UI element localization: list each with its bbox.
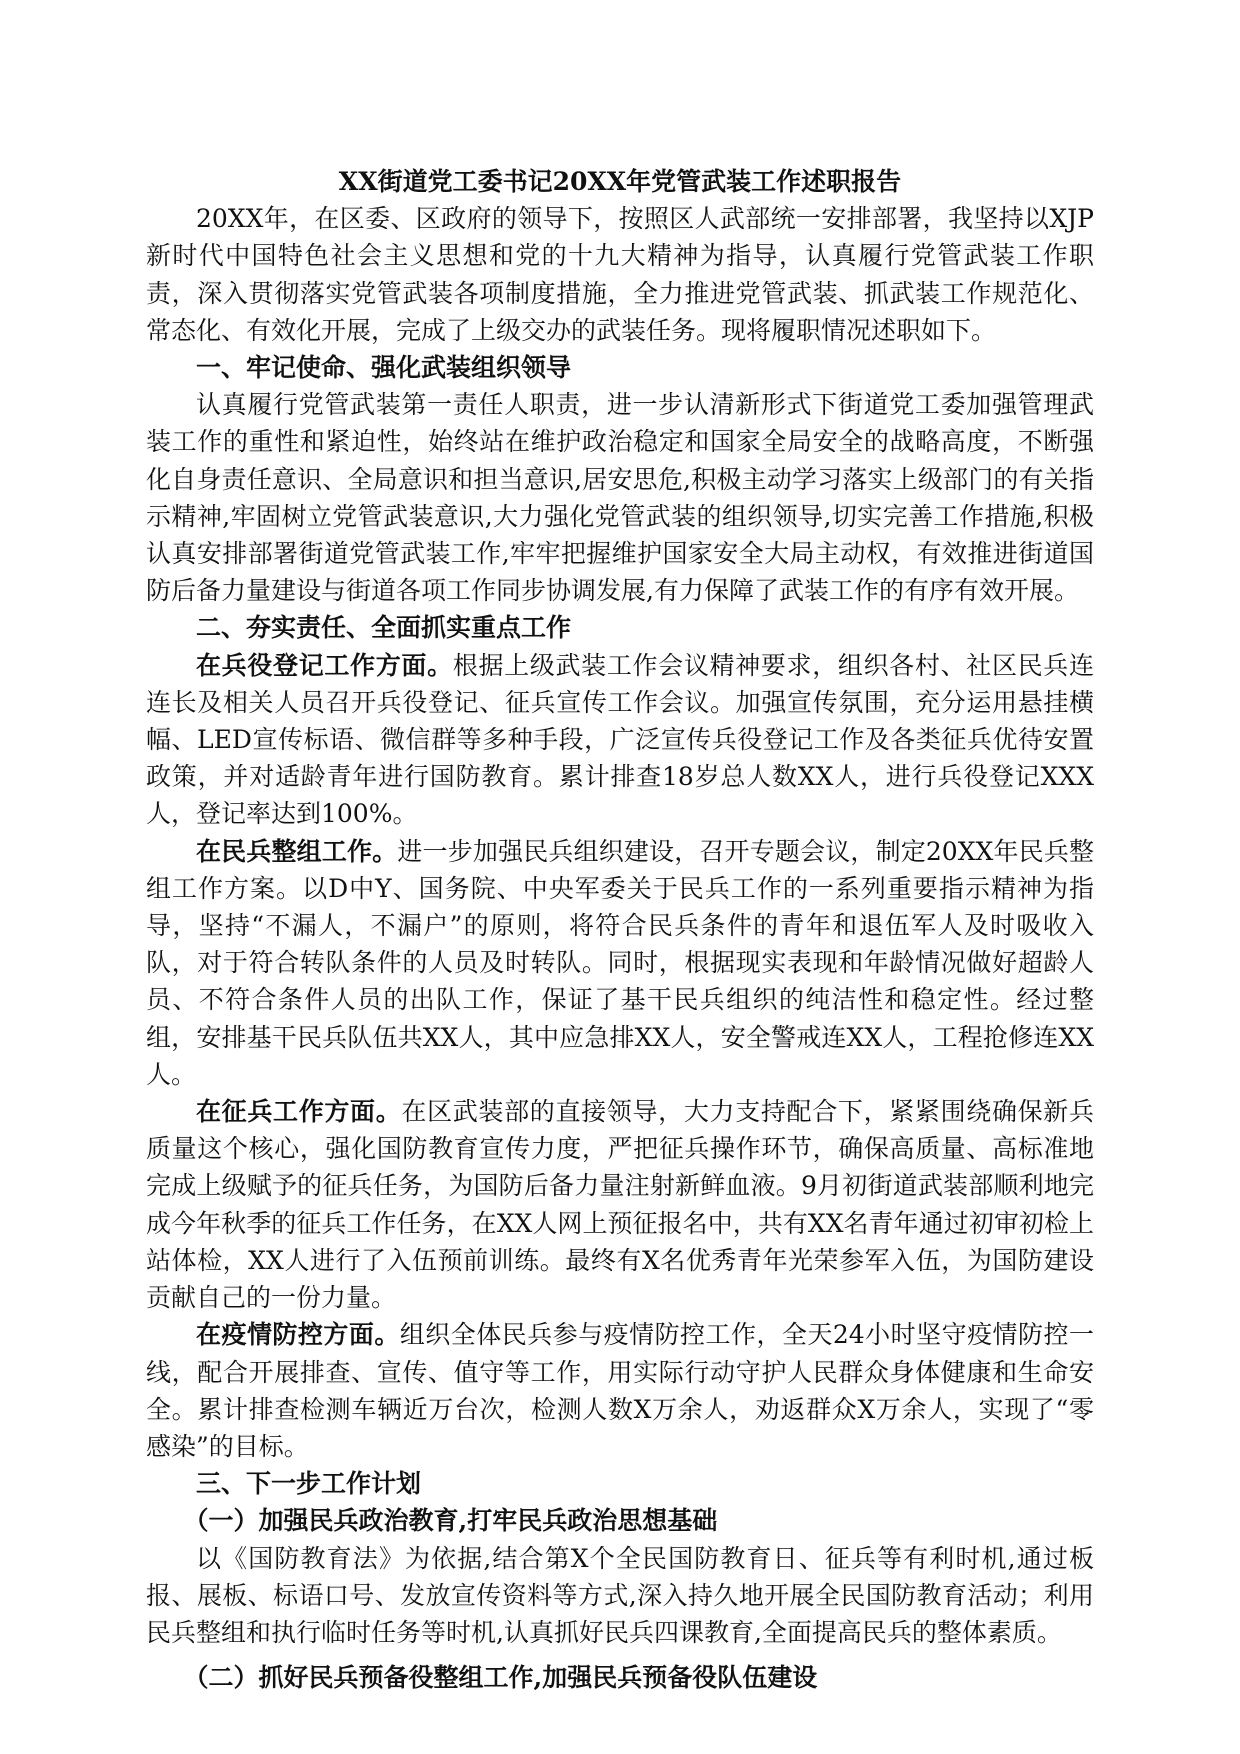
- section1-heading: 一、牢记使命、强化武装组织领导: [196, 353, 572, 383]
- section3-sub1-heading: （一）加强民兵政治教育,打牢民兵政治思想基础: [183, 1506, 718, 1536]
- paragraph-body: 在区武装部的直接领导，大力支持配合下，紧紧围绕确保新兵质量这个核心，强化国防教育宣传力度，严把征兵操作环节，确保高质量、高标准地完成上级赋予的征兵任务，为国防后备力量注射新鲜血液。9月初街道武装部顺利地完成今年秋季的征兵工作任务，在XX人网上预征报名中，共有XX名青年通过初审初检上站体检，XX人进行了入伍预前训练。最终有X名优秀青年光荣参军入伍，为国防建设贡献自己的一份力量。: [146, 1097, 1094, 1313]
- paragraph-lead: 在疫情防控方面。: [196, 1320, 400, 1350]
- paragraph-lead: 在兵役登记工作方面。: [196, 650, 453, 680]
- epidemic-control-paragraph: [146, 1316, 1094, 1465]
- section1-paragraph: 认真履行党管武装第一责任人职责，进一步认清新形式下街道党工委加强管理武装工作的重性和紧迫性，始终站在维护政治稳定和国家全局安全的战略高度，不断强化自身责任意识、全局意识和担当意识,居安思危,积极主动学习落实上级部门的有关指示精神,牢固树立党管武装意识,大力强化党管武装的组织领导,切实完善工作措施,积极认真安排部署街道党管武装工作,牢牢把握维护国家安全大局主动权，有效推进街道国防后备力量建设与街道各项工作同步协调发展,有力保障了武装工作的有序有效开展。: [146, 390, 1094, 606]
- paragraph-lead: 在民兵整组工作。: [196, 836, 398, 866]
- section2-heading: 二、夯实责任、全面抓实重点工作: [196, 613, 572, 643]
- section3-sub2-heading: （二）抓好民兵预备役整组工作,加强民兵预备役队伍建设: [183, 1663, 818, 1693]
- paragraph-body: 根据上级武装工作会议精神要求，组织各村、社区民兵连连长及相关人员召开兵役登记、征兵宣传工作会议。加强宣传氛围，充分运用悬挂横幅、LED宣传标语、微信群等多种手段，广泛宣传兵役登记工作及各类征兵优待安置政策，并对适龄青年进行国防教育。累计排查18岁总人数XX人，进行兵役登记XXX人，登记率达到100%。: [146, 650, 1094, 829]
- conscription-paragraph: [146, 1093, 1094, 1316]
- section3-heading: 三、下一步工作计划: [196, 1469, 422, 1499]
- section3-sub1-paragraph: 以《国防教育法》为依据,结合第X个全民国防教育日、征兵等有利时机,通过板报、展板、标语口号、发放宣传资料等方式,深入持久地开展全民国防教育活动；利用民兵整组和执行临时任务等时机,认真抓好民兵四课教育,全面提高民兵的整体素质。: [146, 1543, 1094, 1647]
- paragraph-body: 进一步加强民兵组织建设，召开专题会议，制定20XX年民兵整组工作方案。以D中Y、国务院、中央军委关于民兵工作的一系列重要指示精神为指导，坚持“不漏人，不漏户”的原则，将符合民兵条件的青年和退伍军人及时吸收入队，对于符合转队条件的人员及时转队。同时，根据现实表现和年龄情况做好超龄人员、不符合条件人员的出队工作，保证了基干民兵组织的纯洁性和稳定性。经过整组，安排基干民兵队伍共XX人，其中应急排XX人，安全警戒连XX人，工程抢修连XX人。: [146, 836, 1094, 1089]
- document-title: XX街道党工委书记20XX年党管武装工作述职报告: [338, 167, 902, 196]
- militia-reorganization-paragraph: [146, 833, 1094, 1093]
- intro-paragraph: 20XX年，在区委、区政府的领导下，按照区人武部统一安排部署，我坚持以XJP新时代中国特色社会主义思想和党的十九大精神为指导，认真履行党管武装工作职责，深入贯彻落实党管武装各项制度措施，全力推进党管武装、抓武装工作规范化、常态化、有效化开展，完成了上级交办的武装任务。现将履职情况述职如下。: [146, 204, 1094, 345]
- military-registration-paragraph: [146, 647, 1094, 833]
- paragraph-lead: 在征兵工作方面。: [196, 1097, 402, 1127]
- paragraph-body: 组织全体民兵参与疫情防控工作，全天24小时坚守疫情防控一线，配合开展排查、宣传、值守等工作，用实际行动守护人民群众身体健康和生命安全。累计排查检测车辆近万台次，检测人数X万余人，劝返群众X万余人，实现了“零感染”的目标。: [146, 1320, 1094, 1461]
